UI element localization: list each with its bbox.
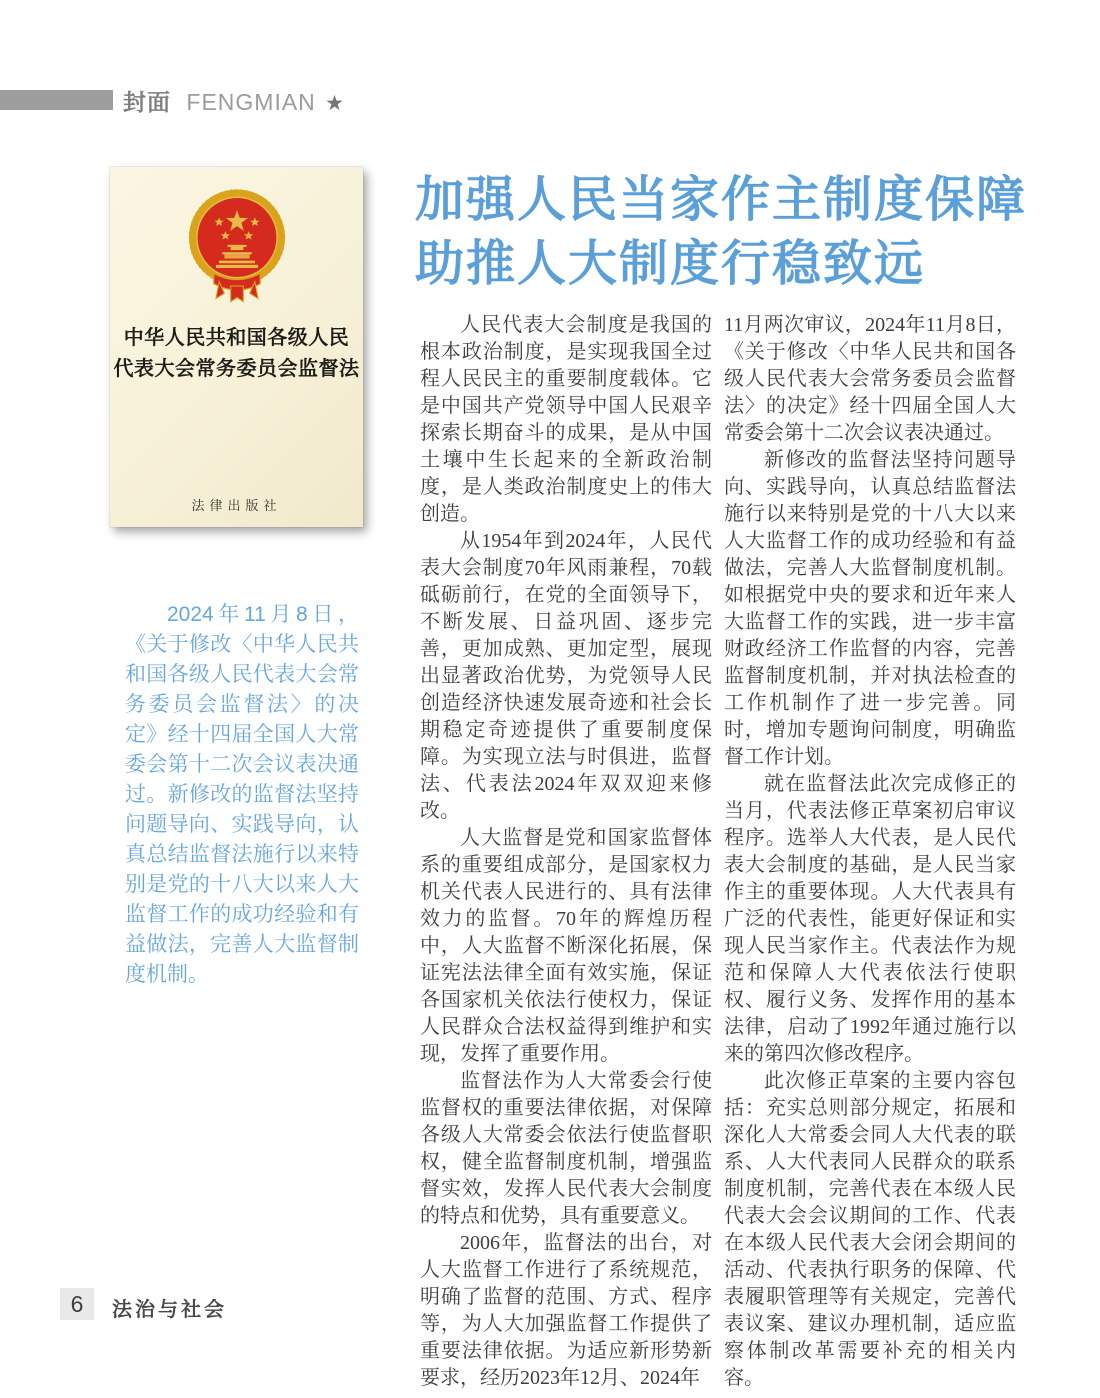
article-column-1 — [420, 312, 712, 1392]
article-title-line1: 加强人民当家作主制度保障 — [415, 173, 1028, 227]
book-title-line2: 代表大会常务委员会监督法 — [113, 358, 360, 380]
section-title-cn: 封面 — [123, 89, 171, 115]
star-icon: ★ — [325, 92, 345, 115]
book-title-line1: 中华人民共和国各级人民 — [123, 327, 350, 349]
article-paragraph: 监督法作为人大常委会行使监督权的重要法律依据，对保障各级人大常委会依法行使监督职权，健全监督制度机制，增强监督实效，发挥人民代表大会制度的特点和优势，具有重要意义。 — [420, 1070, 712, 1227]
article-paragraph: 此次修正草案的主要内容包括：充实总则部分规定，拓展和深化人大常委会同人大代表的联系、人大代表同人民群众的联系制度机制，完善代表在本级人民代表大会会议期间的工作、代表在本级人民代表大会闭会期间的活动、代表执行职务的保障、代表履职管理等有关规定，完善代表议案、建议办理机制，适应监察体制改革需要补充的相关内容。 — [724, 1070, 1016, 1389]
article-paragraph: 就在监督法此次完成修正的当月，代表法修正草案初启审议程序。选举人大代表，是人民代表大会制度的基础，是人民当家作主的重要体现。人大代表具有广泛的代表性，能更好保证和实现人民当家作主。代表法作为规范和保障人大代表依法行使职权、履行义务、发挥作用的基本法律，启动了1992年通过施行以来的第四次修改程序。 — [724, 773, 1016, 1065]
book-cover — [110, 167, 363, 527]
book-publisher: 法律出版社 — [191, 498, 282, 513]
article-paragraph: 人大监督是党和国家监督体系的重要组成部分，是国家权力机关代表人民进行的、具有法律效力的监督。70年的辉煌历程中，人大监督不断深化拓展，保证宪法法律全面有效实施，保证各国家机关依法行使权力，保证人民群众合法权益得到维护和实现，发挥了重要作用。 — [420, 827, 712, 1065]
article-title-line2: 助推人大制度行稳致远 — [415, 237, 926, 291]
article-title — [415, 168, 1055, 296]
section-title-en: FENGMIAN — [186, 89, 316, 115]
article-column-2 — [724, 312, 1016, 1392]
national-emblem-icon — [184, 189, 290, 307]
article-paragraph: 新修改的监督法坚持问题导向、实践导向，认真总结监督法施行以来特别是党的十八大以来人大监督工作的成功经验和有益做法，完善人大监督制度机制。如根据党中央的要求和近年来人大监督工作的实践，进一步丰富财政经济工作监督的内容，完善监督制度机制，并对执法检查的工作机制作了进一步完善。同时，增加专题询问制度，明确监督工作计划。 — [724, 449, 1016, 768]
magazine-name: 法治与社会 — [112, 1299, 227, 1321]
page-number: 6 — [60, 1288, 94, 1320]
article-paragraph: 从1954年到2024年，人民代表大会制度70年风雨兼程，70载砥砺前行，在党的全面领导下，不断发展、日益巩固、逐步完善，更加成熟、更加定型，展现出显著政治优势，为党领导人民创造经济快速发展奇迹和社会长期稳定奇迹提供了重要制度保障。为实现立法与时俱进，监督法、代表法2024年双双迎来修改。 — [420, 530, 712, 822]
article-paragraph: 2006年，监督法的出台，对人大监督工作进行了系统规范，明确了监督的范围、方式、程序等，为人大加强监督工作提供了重要法律依据。为适应新形势新要求，经历2023年12月、2024年 — [420, 1232, 712, 1389]
section-header — [123, 84, 345, 117]
header-rule-bar — [0, 90, 113, 110]
book-title — [110, 323, 363, 385]
article-paragraph: 人民代表大会制度是我国的根本政治制度，是实现我国全过程人民民主的重要制度载体。它是中国共产党领导中国人民艰辛探索长期奋斗的成果，是从中国土壤中生长起来的全新政治制度，是人类政治制度史上的伟大创造。 — [420, 314, 712, 525]
pull-quote: 2024年11月8日，《关于修改〈中华人民共和国各级人民代表大会常务委员会监督法〉的决定》经十四届全国人大常委会第十二次会议表决通过。新修改的监督法坚持问题导向、实践导向，认真总结监督法施行以来特别是党的十八大以来人大监督工作的成功经验和有益做法，完善人大监督制度机制。 — [125, 603, 359, 986]
article-paragraph: 11月两次审议，2024年11月8日，《关于修改〈中华人民共和国各级人民代表大会常务委员会监督法〉的决定》经十四届全国人大常委会第十二次会议表决通过。 — [724, 314, 1016, 444]
